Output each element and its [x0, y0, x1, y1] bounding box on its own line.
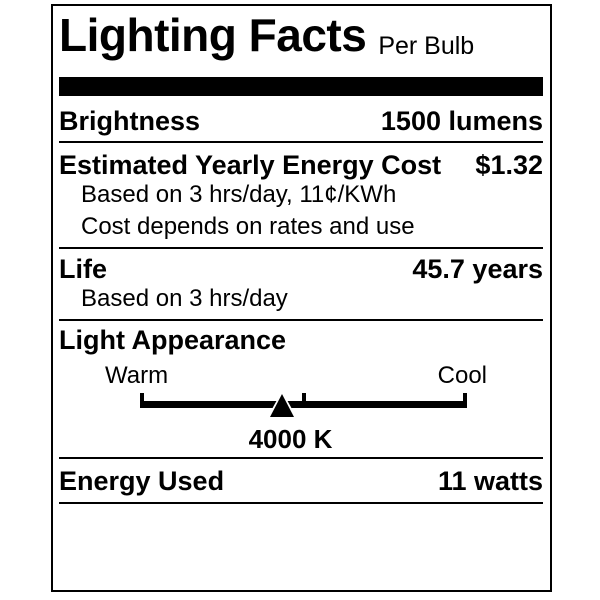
energy-used-label: Energy Used: [59, 466, 225, 496]
energy-cost-note-basis: Based on 3 hrs/day, 11¢/KWh: [81, 181, 397, 208]
energy-cost-section: [59, 143, 543, 247]
life-label: Life: [59, 254, 108, 284]
cool-label: Cool: [437, 362, 487, 389]
warm-label: Warm: [105, 362, 169, 389]
header-separator-bar: [59, 77, 543, 96]
divider: [59, 502, 543, 504]
scale-right-tick: [463, 393, 467, 408]
energy-cost-label: Estimated Yearly Energy Cost: [59, 150, 442, 180]
scale-end-labels: [105, 360, 487, 392]
light-appearance-heading-row: [59, 327, 543, 354]
life-note-basis: Based on 3 hrs/day: [81, 285, 288, 312]
label-header: [59, 11, 543, 67]
life-value: 45.7 years: [412, 254, 543, 284]
energy-used-value: 11 watts: [437, 466, 543, 496]
light-appearance-label: Light Appearance: [59, 325, 287, 355]
scale-left-tick: [140, 393, 144, 408]
brightness-row: [59, 96, 543, 141]
brightness-value: 1500 lumens: [380, 106, 543, 136]
life-section: [59, 249, 543, 319]
color-temperature-marker-icon: [270, 394, 294, 417]
color-temperature-value: 4000 K: [248, 424, 333, 454]
color-temperature-scale: [140, 401, 467, 408]
energy-cost-note-disclaimer: Cost depends on rates and use: [81, 213, 415, 240]
life-row: [59, 256, 543, 283]
light-appearance-section: [59, 321, 543, 457]
energy-cost-value: $1.32: [475, 150, 543, 180]
label-title: Lighting Facts: [59, 9, 367, 61]
per-unit-text: Per Bulb: [378, 32, 475, 60]
lighting-facts-label: [51, 4, 552, 592]
energy-used-row: [59, 459, 543, 502]
brightness-label: Brightness: [59, 106, 201, 136]
energy-cost-row: [59, 152, 543, 179]
scale-middle-tick: [302, 393, 306, 408]
